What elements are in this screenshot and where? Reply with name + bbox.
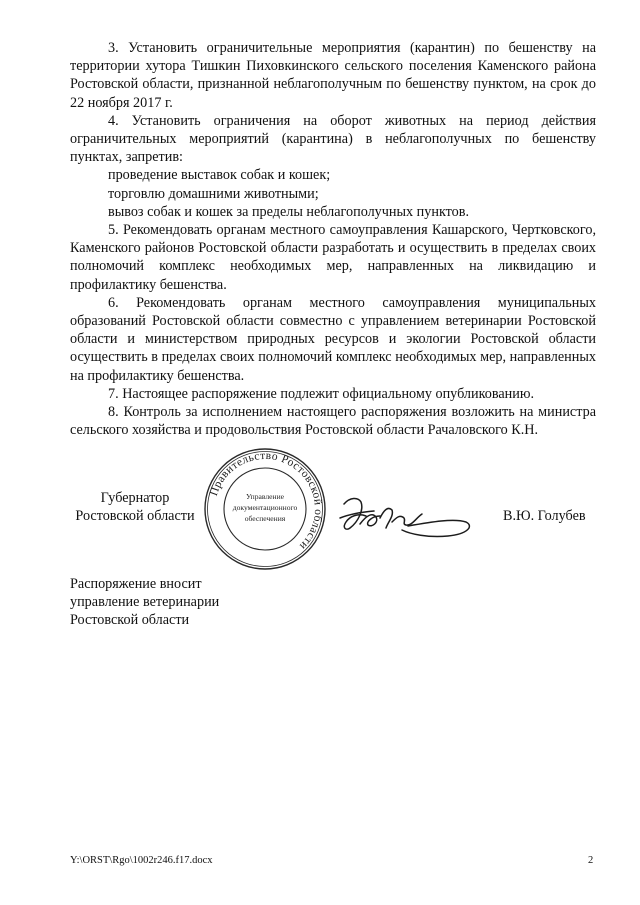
paragraph-5: 5. Рекомендовать органам местного самоуправления Кашарского, Чертковского, Каменского районов Ростовской области разработать и осуществить в пределах своих полномочий комплекс необходимых мер, направленных на ликвидацию и профилактику бешенства.	[70, 222, 596, 293]
paragraph-8: 8. Контроль за исполнением настоящего распоряжения возложить на министра сельского хозяйства и продовольствия Ростовской области Рачаловского К.Н.	[70, 404, 596, 439]
page-number: 2	[588, 855, 594, 866]
seal-ring-text: Правительство Ростовской области	[207, 449, 325, 553]
submitter-line: управление ветеринарии	[70, 594, 220, 611]
prohibition-item: проведение выставок собак и кошек;	[108, 167, 331, 184]
signatory-name: В.Ю. Голубев	[503, 508, 586, 524]
submitter-block	[70, 575, 310, 630]
submitter-line: Распоряжение вносит	[70, 576, 202, 592]
document-body	[70, 39, 596, 439]
paragraph-6: 6. Рекомендовать органам местного самоуправления муниципальных образований Ростовской области совместно с управлением ветеринарии Ростовской области и министерством природных ресурсов и экологии Ростовской области осуществить в пределах своих полномочий комплекс необходимых мер, направленных на профилактику бешенства.	[70, 294, 596, 384]
handwritten-signature	[336, 492, 476, 542]
signatory-role-line: Губернатор	[100, 490, 170, 506]
paragraph-3: 3. Установить ограничительные мероприятия (карантин) по бешенству на территории хутора Тишкин Пиховкинского сельского поселения Каменского района Ростовской области, признанной неблагополучным по бешенству пунктом, на срок до 22 ноября 2017 г.	[70, 40, 596, 111]
paragraph-7: 7. Настоящее распоряжение подлежит официальному опубликованию.	[108, 385, 535, 402]
signatory-role	[70, 489, 200, 525]
submitter-line: Ростовской области	[70, 612, 190, 629]
prohibition-item: торговлю домашними животными;	[108, 185, 319, 202]
footer-file-path: Y:\ORST\Rgo\1002r246.f17.docx	[70, 855, 213, 866]
seal-inner-line: обеспечения	[244, 514, 286, 523]
paragraph-4: 4. Установить ограничения на оборот животных на период действия ограничительных мероприятий (карантина) в неблагополучных по бешенству пунктах, запретив:	[70, 112, 596, 166]
official-seal-stamp	[203, 447, 327, 571]
seal-inner-line: Управление	[245, 492, 285, 501]
seal-inner-line: документационного	[232, 503, 298, 512]
signatory-role-line: Ростовской области	[75, 508, 195, 525]
prohibition-item: вывоз собак и кошек за пределы неблагополучных пунктов.	[108, 203, 470, 220]
